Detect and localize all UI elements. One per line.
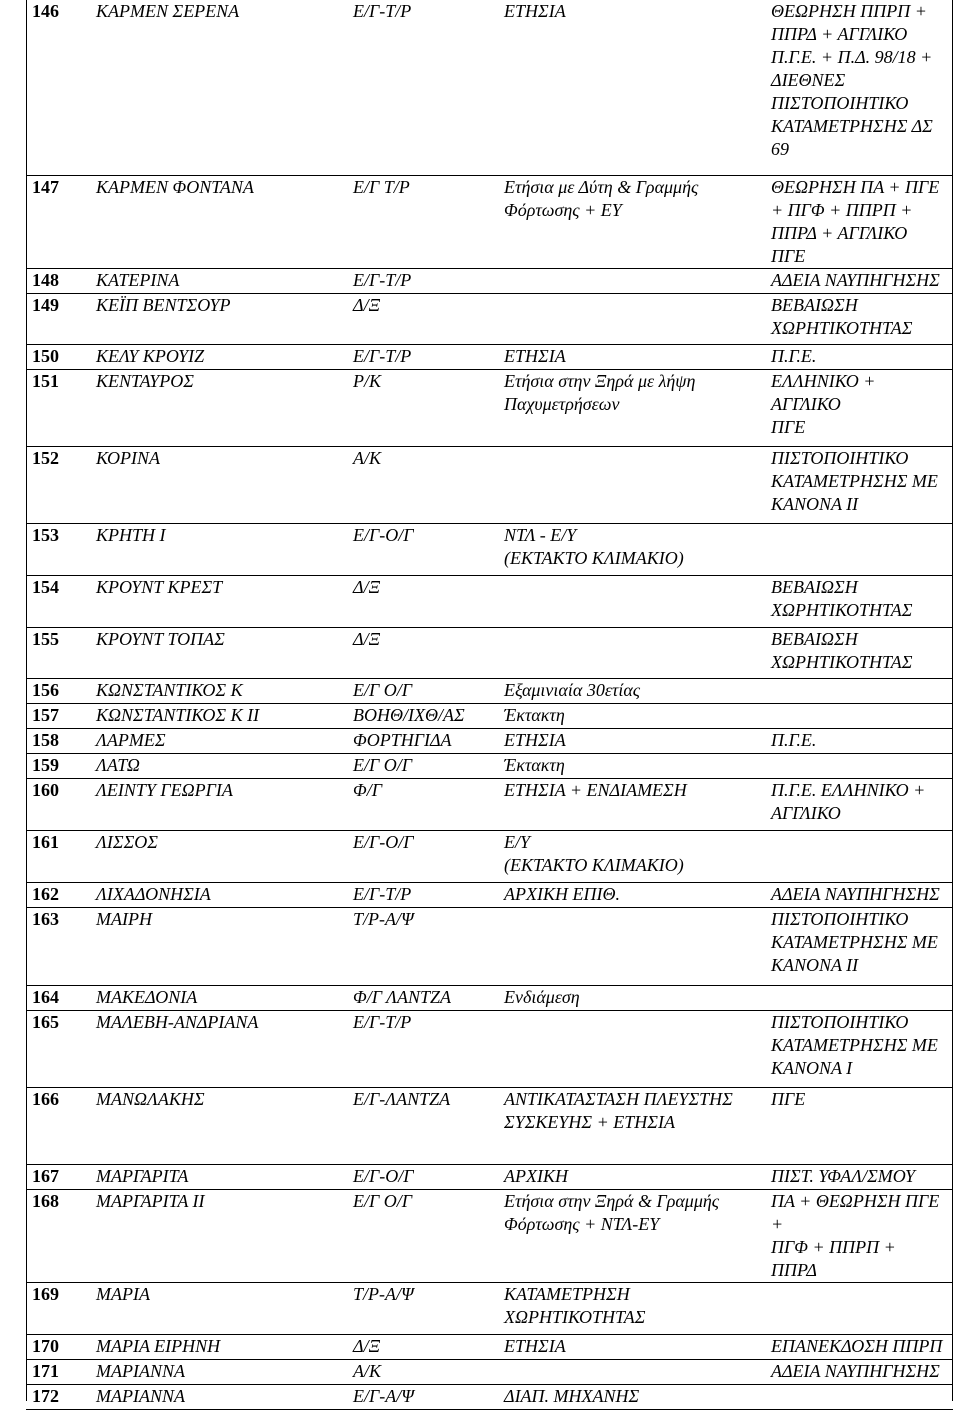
table-row	[26, 753, 953, 778]
certificate: ΠΓΕ	[771, 1087, 953, 1164]
vessel-name: ΚΡΟΥΝΤ ΚΡΕΣΤ	[96, 575, 353, 627]
certificate: Π.Γ.Ε.	[771, 728, 953, 753]
inspection-type: Ενδιάμεση	[504, 985, 771, 1010]
certificate: ΘΕΩΡΗΣΗ ΠΠΡΠ + ΠΠΡΔ + ΑΓΓΛΙΚΟ Π.Γ.Ε. + Π.Δ. 98/18 + ΔΙΕΘΝΕΣ ΠΙΣΤΟΠΟΙΗΤΙΚΟ ΚΑΤΑΜΕΤΡΗΣΗΣ ΔΣ 69	[771, 0, 953, 175]
inspection-type: ΕΤΗΣΙΑ + ΕΝΔΙΑΜΕΣΗ	[504, 778, 771, 830]
inspection-type: ΑΡΧΙΚΗ	[504, 1164, 771, 1189]
inspection-type	[504, 575, 771, 627]
table-row	[26, 703, 953, 728]
inspection-type: ΚΑΤΑΜΕΤΡΗΣΗ ΧΩΡΗΤΙΚΟΤΗΤΑΣ	[504, 1282, 771, 1334]
vessel-register-table	[26, 0, 953, 1410]
row-number: 158	[26, 728, 96, 753]
vessel-name: ΚΡΟΥΝΤ ΤΟΠΑΣ	[96, 627, 353, 678]
certificate: Π.Γ.Ε.	[771, 344, 953, 369]
vessel-type: Δ/Ξ	[353, 575, 504, 627]
table-row	[26, 1189, 953, 1282]
certificate	[771, 830, 953, 882]
certificate: ΒΕΒΑΙΩΣΗ ΧΩΡΗΤΙΚΟΤΗΤΑΣ	[771, 293, 953, 344]
vessel-name: ΚΑΡΜΕΝ ΣΕΡΕΝΑ	[96, 0, 353, 175]
row-number: 170	[26, 1334, 96, 1359]
table-row	[26, 1087, 953, 1164]
vessel-name: ΚΑΡΜΕΝ ΦΟΝΤΑΝΑ	[96, 175, 353, 268]
certificate: ΠΙΣΤ. ΥΦΑΛ/ΣΜΟΥ	[771, 1164, 953, 1189]
row-number: 168	[26, 1189, 96, 1282]
vessel-name: ΜΑΚΕΔΟΝΙΑ	[96, 985, 353, 1010]
vessel-type: Ε/Γ-Τ/Ρ	[353, 268, 504, 293]
vessel-type: Ε/Γ Ο/Γ	[353, 1189, 504, 1282]
table-row	[26, 1282, 953, 1334]
row-number: 150	[26, 344, 96, 369]
vessel-type: Ε/Γ Τ/Ρ	[353, 175, 504, 268]
row-number: 169	[26, 1282, 96, 1334]
vessel-type: Φ/Γ ΛΑΝΤΖΑ	[353, 985, 504, 1010]
inspection-type: Έκτακτη	[504, 703, 771, 728]
certificate: ΑΔΕΙΑ ΝΑΥΠΗΓΗΣΗΣ	[771, 1359, 953, 1384]
table-row	[26, 678, 953, 703]
table-row	[26, 778, 953, 830]
certificate	[771, 1384, 953, 1409]
row-number: 157	[26, 703, 96, 728]
vessel-type: Τ/Ρ-Α/Ψ	[353, 1282, 504, 1334]
vessel-name: ΚΟΡΙΝΑ	[96, 446, 353, 523]
vessel-name: ΜΑΙΡΗ	[96, 907, 353, 985]
certificate: ΠΙΣΤΟΠΟΙΗΤΙΚΟ ΚΑΤΑΜΕΤΡΗΣΗΣ ΜΕ ΚΑΝΟΝΑ Ι	[771, 1010, 953, 1087]
certificate: ΑΔΕΙΑ ΝΑΥΠΗΓΗΣΗΣ	[771, 268, 953, 293]
table-row	[26, 268, 953, 293]
inspection-type: ΑΡΧΙΚΗ ΕΠΙΘ.	[504, 882, 771, 907]
certificate: Π.Γ.Ε. ΕΛΛΗΝΙΚΟ + ΑΓΓΛΙΚΟ	[771, 778, 953, 830]
vessel-type: Ε/Γ-Ο/Γ	[353, 523, 504, 575]
row-number: 161	[26, 830, 96, 882]
inspection-type: ΔΙΑΠ. ΜΗΧΑΝΗΣ	[504, 1384, 771, 1409]
table-row	[26, 369, 953, 446]
row-number: 159	[26, 753, 96, 778]
vessel-name: ΛΙΣΣΟΣ	[96, 830, 353, 882]
table-row	[26, 1010, 953, 1087]
table-row	[26, 446, 953, 523]
certificate	[771, 753, 953, 778]
row-number: 162	[26, 882, 96, 907]
table-row	[26, 985, 953, 1010]
certificate: ΠΙΣΤΟΠΟΙΗΤΙΚΟ ΚΑΤΑΜΕΤΡΗΣΗΣ ΜΕ ΚΑΝΟΝΑ ΙΙ	[771, 446, 953, 523]
row-number: 152	[26, 446, 96, 523]
table-row	[26, 523, 953, 575]
inspection-type	[504, 268, 771, 293]
inspection-type: Έκτακτη	[504, 753, 771, 778]
vessel-name: ΜΑΝΩΛΑΚΗΣ	[96, 1087, 353, 1164]
row-number: 167	[26, 1164, 96, 1189]
vessel-name: ΜΑΡΙΑ ΕΙΡΗΝΗ	[96, 1334, 353, 1359]
inspection-type: Εξαμινιαία 30ετίας	[504, 678, 771, 703]
table-row	[26, 0, 953, 175]
vessel-type: ΦΟΡΤΗΓΙΔΑ	[353, 728, 504, 753]
certificate: ΠΙΣΤΟΠΟΙΗΤΙΚΟ ΚΑΤΑΜΕΤΡΗΣΗΣ ΜΕ ΚΑΝΟΝΑ ΙΙ	[771, 907, 953, 985]
vessel-name: ΚΩΝΣΤΑΝΤΙΚΟΣ Κ	[96, 678, 353, 703]
vessel-name: ΚΕΪΠ ΒΕΝΤΣΟΥΡ	[96, 293, 353, 344]
inspection-type: ΝΤΛ - Ε/Υ (ΕΚΤΑΚΤΟ ΚΛΙΜΑΚΙΟ)	[504, 523, 771, 575]
row-number: 172	[26, 1384, 96, 1409]
inspection-type	[504, 293, 771, 344]
certificate: ΕΛΛΗΝΙΚΟ + ΑΓΓΛΙΚΟ ΠΓΕ	[771, 369, 953, 446]
table-row	[26, 1384, 953, 1409]
vessel-type: Φ/Γ	[353, 778, 504, 830]
table-row	[26, 175, 953, 268]
vessel-name: ΜΑΡΓΑΡΙΤΑ	[96, 1164, 353, 1189]
row-number: 147	[26, 175, 96, 268]
certificate: ΒΕΒΑΙΩΣΗ ΧΩΡΗΤΙΚΟΤΗΤΑΣ	[771, 627, 953, 678]
certificate	[771, 678, 953, 703]
vessel-name: ΛΕΙΝΤΥ ΓΕΩΡΓΙΑ	[96, 778, 353, 830]
vessel-type: Ε/Γ-Ο/Γ	[353, 1164, 504, 1189]
row-number: 148	[26, 268, 96, 293]
table-row	[26, 344, 953, 369]
vessel-name: ΜΑΡΙΑΝΝΑ	[96, 1359, 353, 1384]
inspection-type: Ετήσια με Δύτη & Γραμμής Φόρτωσης + ΕΥ	[504, 175, 771, 268]
inspection-type: ΑΝΤΙΚΑΤΑΣΤΑΣΗ ΠΛΕΥΣΤΗΣ ΣΥΣΚΕΥΗΣ + ΕΤΗΣΙΑ	[504, 1087, 771, 1164]
vessel-name: ΚΡΗΤΗ Ι	[96, 523, 353, 575]
inspection-type: ΕΤΗΣΙΑ	[504, 728, 771, 753]
inspection-type: Ετήσια στην Ξηρά & Γραμμής Φόρτωσης + ΝΤΛ-ΕΥ	[504, 1189, 771, 1282]
vessel-name: ΛΑΤΩ	[96, 753, 353, 778]
table-row	[26, 627, 953, 678]
row-number: 163	[26, 907, 96, 985]
vessel-name: ΜΑΡΙΑ	[96, 1282, 353, 1334]
vessel-type: Ε/Γ Ο/Γ	[353, 678, 504, 703]
table-row	[26, 1359, 953, 1384]
row-number: 166	[26, 1087, 96, 1164]
vessel-type: Ε/Γ-ΛΑΝΤΖΑ	[353, 1087, 504, 1164]
inspection-type	[504, 446, 771, 523]
table-row	[26, 1164, 953, 1189]
vessel-type: Ε/Γ-Τ/Ρ	[353, 0, 504, 175]
vessel-type: Ρ/Κ	[353, 369, 504, 446]
vessel-type: Δ/Ξ	[353, 293, 504, 344]
row-number: 164	[26, 985, 96, 1010]
row-number: 149	[26, 293, 96, 344]
vessel-type: Ε/Γ-Τ/Ρ	[353, 344, 504, 369]
row-number: 151	[26, 369, 96, 446]
table-row	[26, 728, 953, 753]
inspection-type	[504, 1359, 771, 1384]
vessel-type: ΒΟΗΘ/ΙΧΘ/ΑΣ	[353, 703, 504, 728]
vessel-name: ΜΑΛΕΒΗ-ΑΝΔΡΙΑΝΑ	[96, 1010, 353, 1087]
row-number: 155	[26, 627, 96, 678]
inspection-type: ΕΤΗΣΙΑ	[504, 344, 771, 369]
row-number: 171	[26, 1359, 96, 1384]
row-number: 160	[26, 778, 96, 830]
row-number: 156	[26, 678, 96, 703]
table-row	[26, 1334, 953, 1359]
vessel-type: Ε/Γ-Ο/Γ	[353, 830, 504, 882]
row-number: 154	[26, 575, 96, 627]
certificate: ΕΠΑΝΕΚΔΟΣΗ ΠΠΡΠ	[771, 1334, 953, 1359]
vessel-type: Τ/Ρ-Α/Ψ	[353, 907, 504, 985]
vessel-type: Ε/Γ Ο/Γ	[353, 753, 504, 778]
table-row	[26, 293, 953, 344]
certificate: ΑΔΕΙΑ ΝΑΥΠΗΓΗΣΗΣ	[771, 882, 953, 907]
certificate	[771, 985, 953, 1010]
vessel-type: Ε/Γ-Τ/Ρ	[353, 882, 504, 907]
inspection-type	[504, 907, 771, 985]
certificate	[771, 523, 953, 575]
vessel-name: ΚΕΝΤΑΥΡΟΣ	[96, 369, 353, 446]
inspection-type: ΕΤΗΣΙΑ	[504, 0, 771, 175]
vessel-type: Α/Κ	[353, 446, 504, 523]
inspection-type	[504, 1010, 771, 1087]
certificate	[771, 703, 953, 728]
vessel-type: Ε/Γ-Α/Ψ	[353, 1384, 504, 1409]
table-row	[26, 882, 953, 907]
certificate	[771, 1282, 953, 1334]
vessel-name: ΜΑΡΓΑΡΙΤΑ ΙΙ	[96, 1189, 353, 1282]
vessel-type: Δ/Ξ	[353, 1334, 504, 1359]
table-row	[26, 830, 953, 882]
certificate: ΘΕΩΡΗΣΗ ΠΑ + ΠΓΕ + ΠΓΦ + ΠΠΡΠ + ΠΠΡΔ + ΑΓΓΛΙΚΟ ΠΓΕ	[771, 175, 953, 268]
vessel-name: ΚΩΝΣΤΑΝΤΙΚΟΣ Κ ΙΙ	[96, 703, 353, 728]
row-number: 165	[26, 1010, 96, 1087]
inspection-type: Ε/Υ (ΕΚΤΑΚΤΟ ΚΛΙΜΑΚΙΟ)	[504, 830, 771, 882]
vessel-name: ΛΑΡΜΕΣ	[96, 728, 353, 753]
table-body	[26, 0, 953, 1409]
vessel-type: Α/Κ	[353, 1359, 504, 1384]
inspection-type: ΕΤΗΣΙΑ	[504, 1334, 771, 1359]
row-number: 146	[26, 0, 96, 175]
vessel-name: ΜΑΡΙΑΝΝΑ	[96, 1384, 353, 1409]
certificate: ΠΑ + ΘΕΩΡΗΣΗ ΠΓΕ + ΠΓΦ + ΠΠΡΠ + ΠΠΡΔ	[771, 1189, 953, 1282]
table-row	[26, 907, 953, 985]
certificate: ΒΕΒΑΙΩΣΗ ΧΩΡΗΤΙΚΟΤΗΤΑΣ	[771, 575, 953, 627]
vessel-name: ΚΕΛΥ ΚΡΟΥΙΖ	[96, 344, 353, 369]
vessel-name: ΛΙΧΑΔΟΝΗΣΙΑ	[96, 882, 353, 907]
table-row	[26, 575, 953, 627]
vessel-name: ΚΑΤΕΡΙΝΑ	[96, 268, 353, 293]
inspection-type: Ετήσια στην Ξηρά με λήψη Παχυμετρήσεων	[504, 369, 771, 446]
vessel-type: Ε/Γ-Τ/Ρ	[353, 1010, 504, 1087]
inspection-type	[504, 627, 771, 678]
vessel-type: Δ/Ξ	[353, 627, 504, 678]
row-number: 153	[26, 523, 96, 575]
